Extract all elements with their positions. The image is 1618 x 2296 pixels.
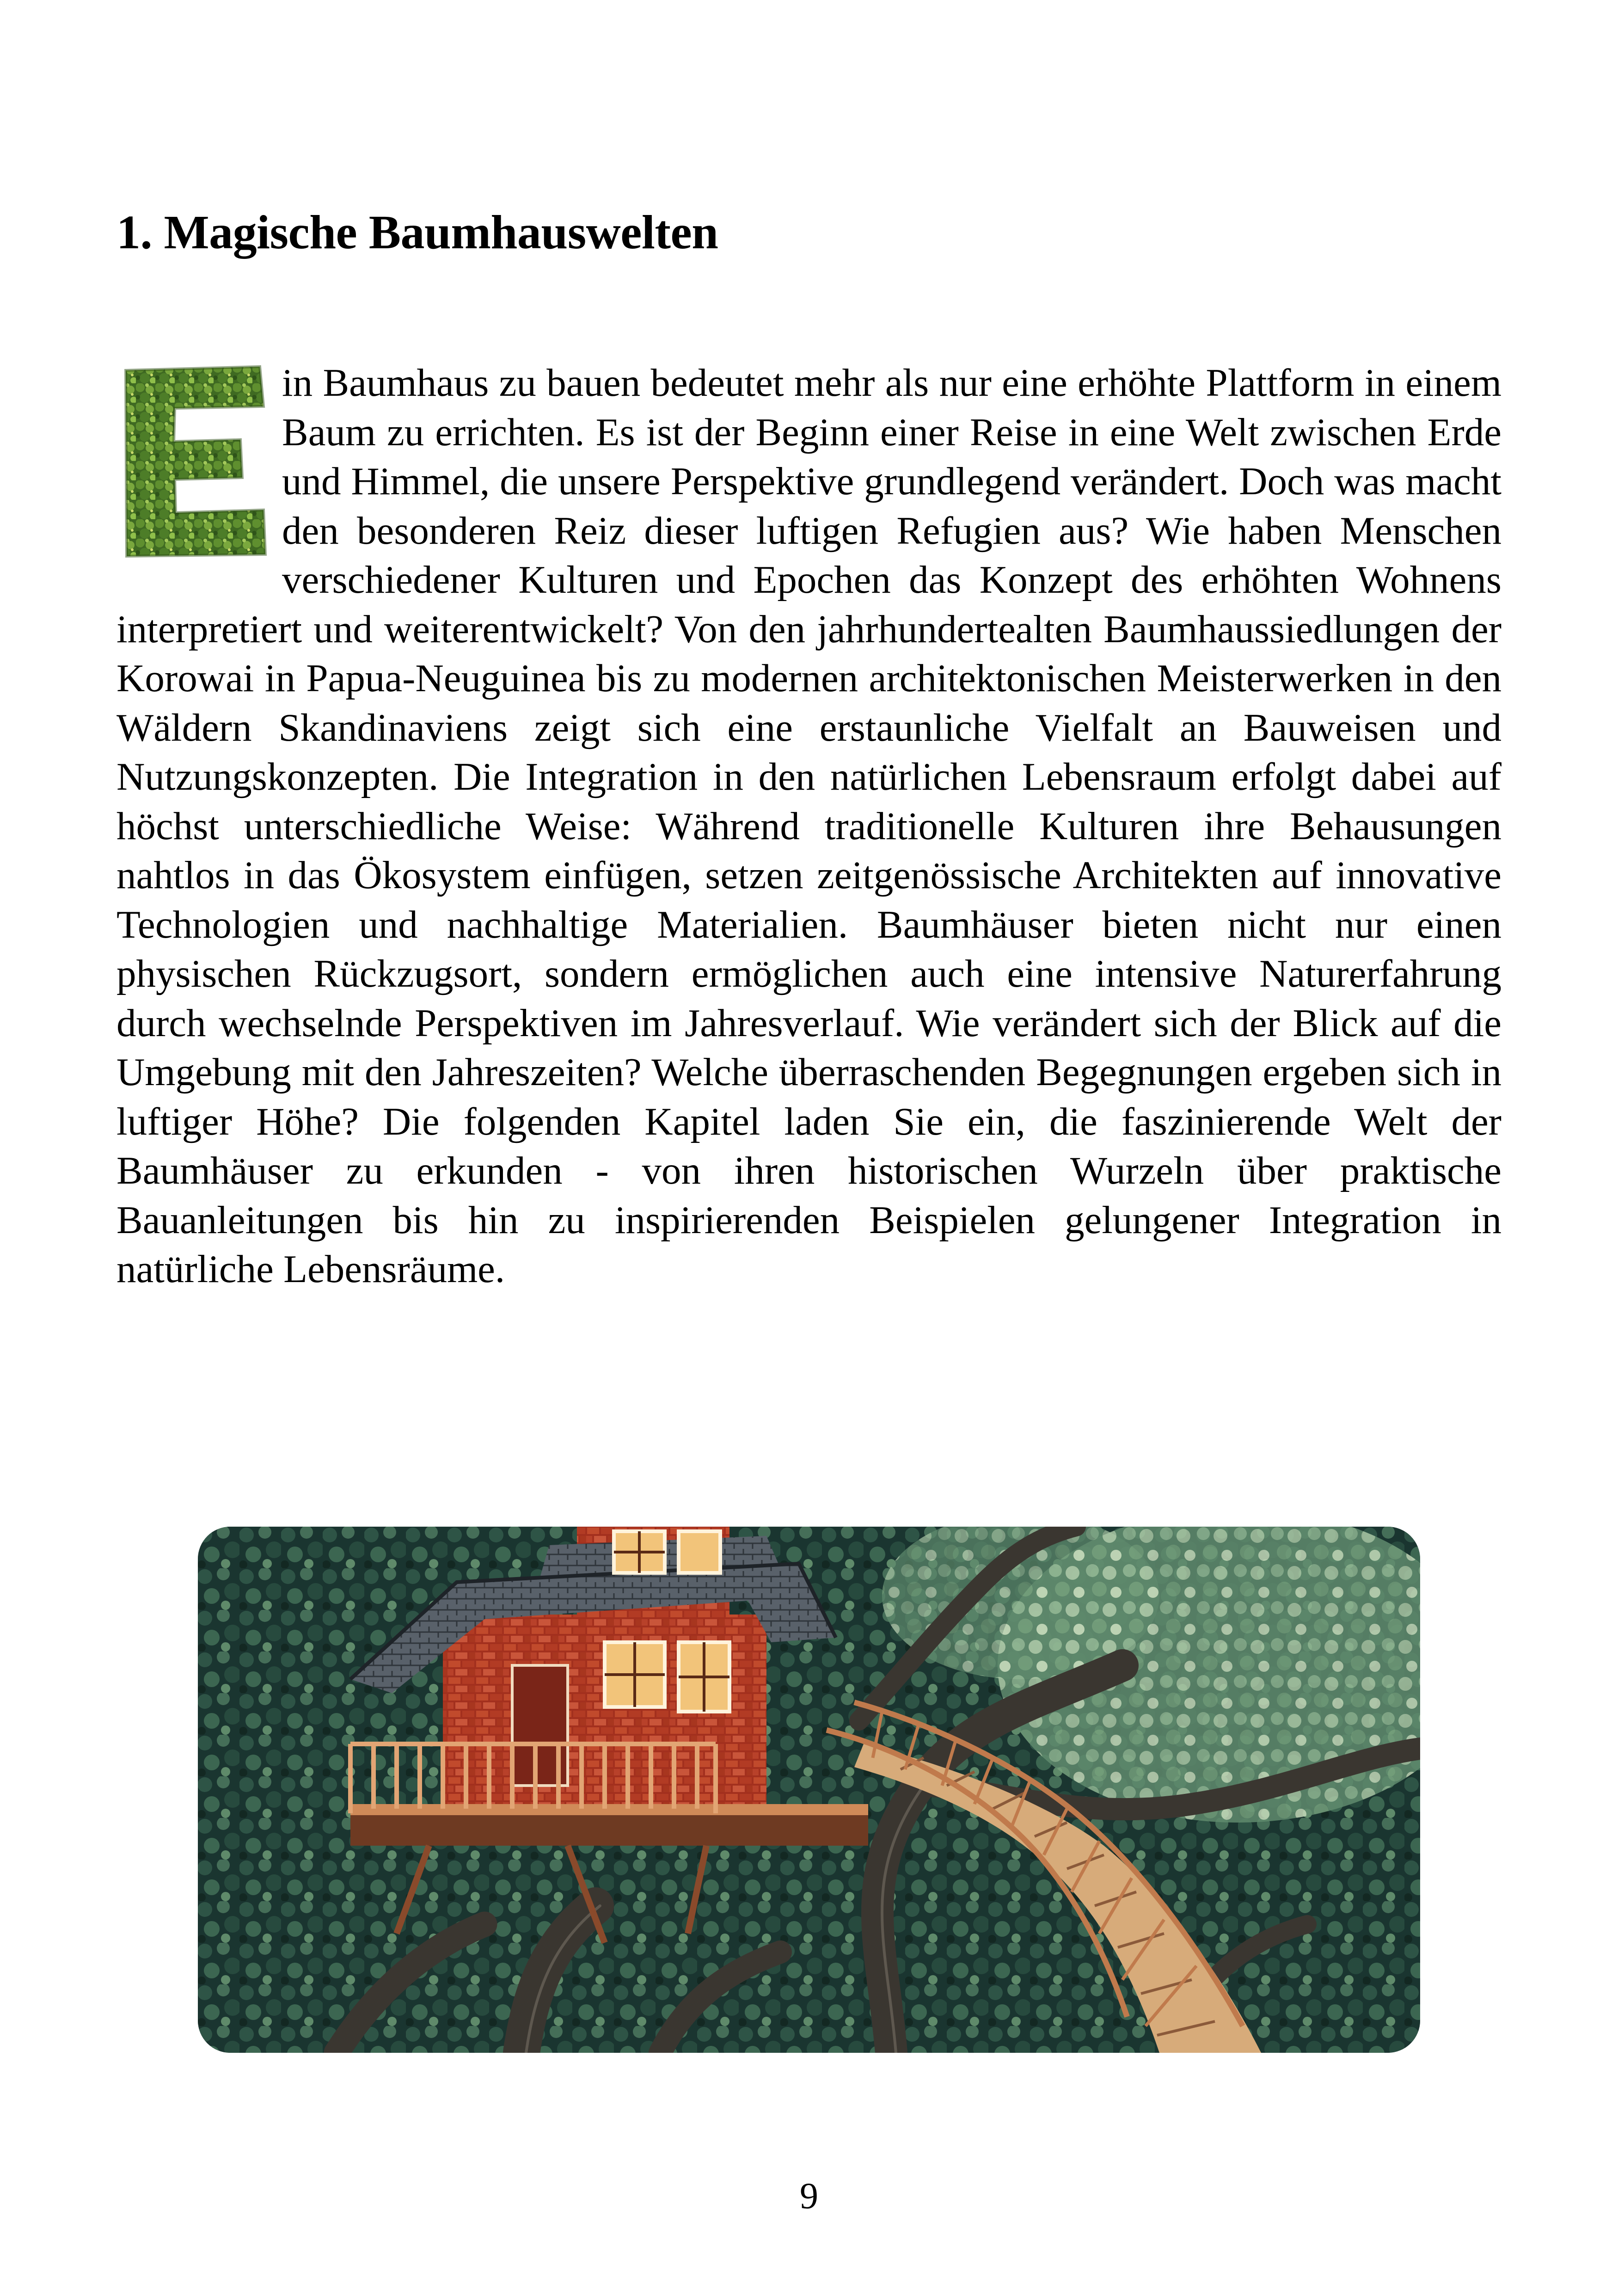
page-number: 9 xyxy=(800,2176,818,2216)
body-text: in Baumhaus zu bauen bedeutet mehr als nur eine erhöhte Plattform in einem Baum zu errichten. Es ist der Beginn einer Reise in eine Welt zwischen Erde und Himmel, die unsere Perspektive grundlegend verändert. Doch was macht den besonderen Reiz dieser luftigen Refugien aus? Wie haben Menschen verschiedener Kulturen und Epochen das Konzept des erhöhten Wohnens interpretiert und weiterentwickelt? Von den jahrhundertealten Baumhaussiedlungen der Korowai in Papua-Neuguinea bis zu modernen architektonischen Meisterwerken in den Wäldern Skandinaviens zeigt sich eine erstaunliche Vielfalt an Bauweisen und Nutzungskonzepten. Die Integration in den natürlichen Lebensraum erfolgt dabei auf höchst unterschiedliche Weise: Während traditionelle Kulturen ihre Behausungen nahtlos in das Ökosystem einfügen, setzen zeitgenössische Architekten auf innovative Technologien und nachhaltige Materialien. Baumhäuser bieten nicht nur einen physischen Rückzugsort, sondern ermöglichen auch eine intensive Naturerfahrung durch wechselnde Perspektiven im Jahresverlauf. Wie verändert sich der Blick auf die Umgebung mit den Jahreszeiten? Welche überraschenden Begegnungen ergeben sich in luftiger Höhe? Die folgenden Kapitel laden Sie ein, die faszinierende Welt der Baumhäuser zu erkunden - von ihren historischen Wurzeln über praktische Bauanleitungen bis hin zu inspirierenden Beispielen gelungener Integration in natürliche Lebensräume. xyxy=(116,361,1502,1291)
body-paragraph xyxy=(116,358,1502,1294)
treehouse-illustration xyxy=(198,1527,1420,2053)
page-title: 1. Magische Baumhauswelten xyxy=(116,206,718,259)
dropcap-letter-e xyxy=(116,364,269,559)
